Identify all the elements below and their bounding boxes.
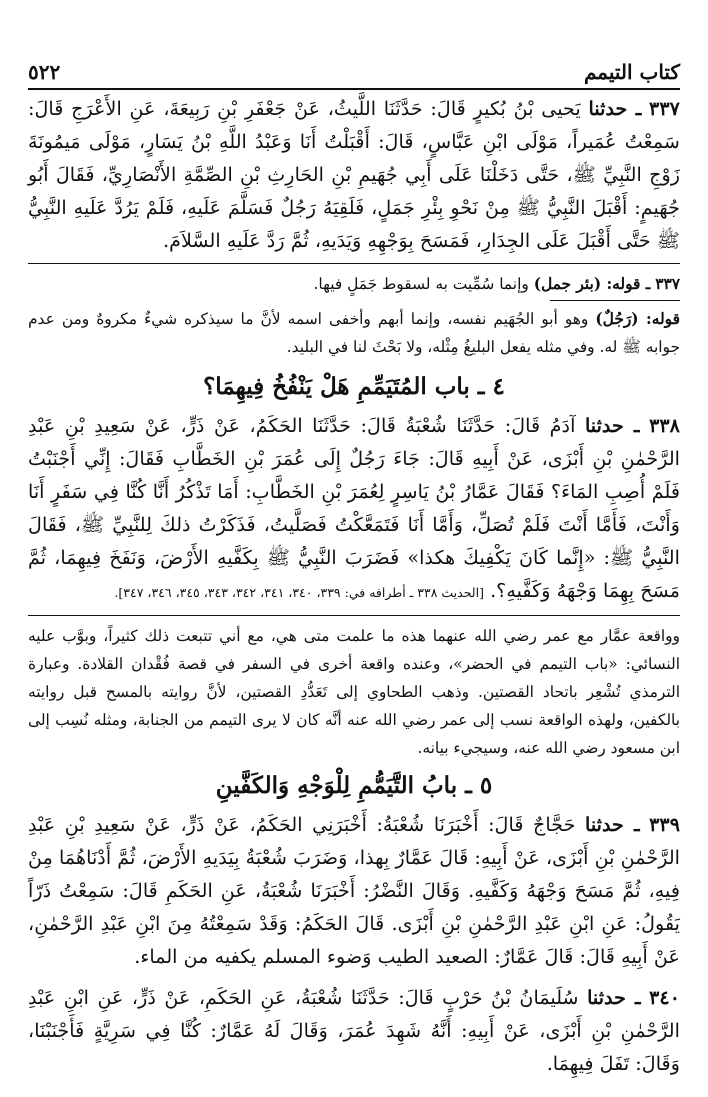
note-number: ٣٣٧ <box>655 275 680 293</box>
note-337-continued <box>28 305 680 361</box>
hadith-number: ٣٣٨ <box>649 414 680 437</box>
note-337: ٣٣٧ ـ قوله: (بئر جمل) وإنما سُمِّيت به لسقوط جَمَلٍ فيها. <box>313 275 680 293</box>
running-title: كتاب التيمم <box>583 60 680 84</box>
note-label: قوله: (بئر جمل) <box>533 275 641 293</box>
hadith-340: ٣٤٠ ـ حدثنا سُلَيمَانُ بْنُ حَرْبٍ قَالَ: حَدَّثَنَا شُعْبَةُ، عَنِ الحَكَمِ، عَنْ ذَرٍّ، عَنِ ابْنِ عَبْدِ الرَّحْمٰنِ بْنِ أَبْزَى، عَنْ أَبِيهِ: أَنَّهُ شَهِدَ عُمَرَ، وَقَالَ لَهُ عَمَّارٌ: كُنَّا فِي سَرِيَّةٍ فَأَجْنَبْنَا، وَقَالَ: تَفَلَ فِيهِمَا. <box>28 986 680 1075</box>
hadith-text: سُلَيمَانُ بْنُ حَرْبٍ قَالَ: حَدَّثَنَا شُعْبَةُ، عَنِ الحَكَمِ، عَنْ ذَرٍّ، عَنِ ابْنِ عَبْدِ الرَّحْمٰنِ بْنِ أَبْزَى، عَنْ أَبِيهِ: أَنَّهُ شَهِدَ عُمَرَ، وَقَالَ لَهُ عَمَّارٌ: كُنَّا فِي سَرِيَّةٍ فَأَجْنَبْنَا، وَقَالَ: تَفَلَ فِيهِمَا. <box>28 986 680 1075</box>
note-label-2: قوله: (رَجُلٌ) <box>595 310 680 328</box>
hadith-text: حَجَّاجٌ قَالَ: أَخْبَرَنَا شُعْبَةُ: أَخْبَرَنِي الحَكَمُ، عَنْ ذَرٍّ، عَنْ سَعِيدِ بْنِ عَبْدِ الرَّحْمٰنِ بْنِ أَبْزَى، عَنْ أَبِيهِ: قَالَ عَمَّارٌ بِهذا، وَضَرَبَ شُعْبَةُ بِيَدَيهِ الأَرْضَ، ثُمَّ أَدْنَاهُمَا مِنْ فِيهِ، ثُمَّ مَسَحَ وَجْهَهُ وَكَفَّيهِ. وَقَالَ النَّضْرُ: أَخْبَرَنَا شُعْبَةُ، عَنِ الحَكَمِ قَالَ: سَمِعْتُ ذَرّاً يَقُولُ: عَنِ ابْنِ عَبْدِ الرَّحْمٰنِ بْنِ أَبْزَى. قَالَ الحَكَمُ: وَقَدْ سَمِعْتُهُ مِنَ ابْنِ عَبْدِ الرَّحْمٰنِ، عَنْ أَبِيهِ قَالَ: قَالَ عَمَّارٌ: الصعيد الطيب وَضوء المسلم يكفيه من الماء. <box>28 813 680 968</box>
hadith-text: يَحيى بْنُ بُكيرٍ قَالَ: حَدَّثَنَا اللَّيثُ، عَنْ جَعْفَرِ بْنِ رَبِيعَةَ، عَنِ الأَعْرَجِ قَالَ: سَمِعْتُ عُمَيراً، مَوْلَى ابْنِ عَبَّاسٍ، قَالَ: أَقْبَلْتُ أَنَا وَعَبْدُ اللَّهِ بْنُ يَسَارٍ، مَوْلَى مَيمُونَةَ زَوْجِ النَّبِيِّ ﷺ، حَتَّى دَخَلْنَا عَلَى أَبِي جُهَيمِ بْنِ الحَارِثِ بْنِ الصِّمَّةِ الأَنْصَارِيِّ، فَقَالَ أَبُو جُهَيمٍ: أَقْبَلَ النَّبِيُّ ﷺ مِنْ نَحْوِ بِئْرِ جَمَلٍ، فَلَقِيَهُ رَجُلٌ فَسَلَّمَ عَلَيهِ، فَلَمْ يَرُدَّ عَلَيهِ النَّبِيُّ ﷺ حَتَّى أَقْبَلَ عَلَى الجِدَارِ، فَمَسَحَ بِوَجْهِهِ وَيَدَيهِ، ثُمَّ رَدَّ عَلَيهِ السَّلاَمَ. <box>28 97 680 252</box>
hadith-number: ٣٣٩ <box>649 813 681 836</box>
note-divider <box>550 300 680 301</box>
chain-word: حدثنا <box>584 813 624 836</box>
chain-word: حدثنا <box>584 414 624 437</box>
page-body <box>28 92 680 1080</box>
hadith-number: ٣٤٠ <box>649 986 680 1009</box>
commentary-338: وواقعة عمَّار مع عمر رضي الله عنهما هذه ما علمت متى هي، مع أني تتبعت ذلك كثيراً، وبوَّب عليه النسائي: «باب التيمم في الحضر»، وعنده واقعة أخرى في السفر في قصة فُقْدان القلادة. وعبارة الترمذي تُشْعِر باتحاد القصتين. وذهب الطحاوي إلى تَعَدُّدِ القصتين، لأنَّ روايته بالمسح قبل روايته بالكفين، ولهذه الواقعة نسب إلى عمر رضي الله عنه أنَّه كان لا يرى التيمم من الجنابة، ومثله نُسِب إلى ابن مسعود رضي الله عنه، وسيجيء بيانه. <box>28 627 680 757</box>
hadith-338: ٣٣٨ ـ حدثنا آدَمُ قَالَ: حَدَّثَنَا شُعْبَةُ قَالَ: حَدَّثَنَا الحَكَمُ، عَنْ ذَرٍّ، عَنْ سَعِيدِ بْنِ عَبْدِ الرَّحْمٰنِ بْنِ أَبْزَى، عَنْ أَبِيهِ قَالَ: جَاءَ رَجُلٌ إِلَى عُمَرَ بْنِ الخَطَّابِ فَقَالَ: إِنِّي أَجْنَبْتُ فَلَمْ أُصِبِ المَاءَ؟ فَقَالَ عَمَّارُ بْنُ يَاسِرٍ لِعُمَرَ بْنِ الخَطَّابِ: أَمَا تَذْكُرُ أَنَّا كُنَّا فِي سَفَرٍ أَنَا وَأَنْتَ، فَأَمَّا أَنْتَ فَلَمْ تُصَلِّ، وَأَمَّا أَنَا فَتَمَعَّكْتُ فَصَلَّيتُ، فَذَكَرْتُ ذلكَ لِلنَّبِيِّ ﷺ، فَقَالَ النَّبِيُّ ﷺ: «إِنَّما كَانَ يَكْفِيكَ هكذا» فَضَرَبَ النَّبِيُّ ﷺ بِكَفَّيهِ الأَرْضَ، وَنَفَخَ فِيهِمَا، ثُمَّ مَسَحَ بِهِمَا وَجْهَهُ وَكَفَّيهِ؟. [الحديث ٣٣٨ ـ أطرافه في: ٣٣٩، ٣٤٠، ٣٤١، ٣٤٢، ٣٤٣، ٣٤٥، ٣٤٦، ٣٤٧]. <box>28 414 680 602</box>
page-number: ٥٢٢ <box>28 60 61 84</box>
note-text-2: وهو أبو الجُهَيم نفسه، وإنما أبهم وأخفى اسمه لأنَّ ما سيذكره شيءٌ مكروهٌ ومن عدم جوابه ﷺ له. وفي مثله يفعل البليغُ مِثْله، ولا بَحْثَ لنا في البليد. <box>28 310 680 356</box>
page-header <box>28 50 680 90</box>
chain-word: حدثنا <box>588 97 628 120</box>
hadith-337: ٣٣٧ ـ حدثنا يَحيى بْنُ بُكيرٍ قَالَ: حَدَّثَنَا اللَّيثُ، عَنْ جَعْفَرِ بْنِ رَبِيعَةَ، عَنِ الأَعْرَجِ قَالَ: سَمِعْتُ عُمَيراً، مَوْلَى ابْنِ عَبَّاسٍ، قَالَ: أَقْبَلْتُ أَنَا وَعَبْدُ اللَّهِ بْنُ يَسَارٍ، مَوْلَى مَيمُونَةَ زَوْجِ النَّبِيِّ ﷺ، حَتَّى دَخَلْنَا عَلَى أَبِي جُهَيمِ بْنِ الحَارِثِ بْنِ الصِّمَّةِ الأَنْصَارِيِّ، فَقَالَ أَبُو جُهَيمٍ: أَقْبَلَ النَّبِيُّ ﷺ مِنْ نَحْوِ بِئْرِ جَمَلٍ، فَلَقِيَهُ رَجُلٌ فَسَلَّمَ عَلَيهِ، فَلَمْ يَرُدَّ عَلَيهِ النَّبِيُّ ﷺ حَتَّى أَقْبَلَ عَلَى الجِدَارِ، فَمَسَحَ بِوَجْهِهِ وَيَدَيهِ، ثُمَّ رَدَّ عَلَيهِ السَّلاَمَ. <box>28 97 680 252</box>
chapter-heading-4: ٤ ـ باب المُتَيَمِّمِ هَلْ يَنْفُخُ فِيهِمَا؟ <box>203 373 505 400</box>
hadith-number: ٣٣٧ <box>649 97 680 120</box>
hadith-339: ٣٣٩ ـ حدثنا حَجَّاجٌ قَالَ: أَخْبَرَنَا شُعْبَةُ: أَخْبَرَنِي الحَكَمُ، عَنْ ذَرٍّ، عَنْ سَعِيدِ بْنِ عَبْدِ الرَّحْمٰنِ بْنِ أَبْزَى، عَنْ أَبِيهِ: قَالَ عَمَّارٌ بِهذا، وَضَرَبَ شُعْبَةُ بِيَدَيهِ الأَرْضَ، ثُمَّ أَدْنَاهُمَا مِنْ فِيهِ، ثُمَّ مَسَحَ وَجْهَهُ وَكَفَّيهِ. وَقَالَ النَّضْرُ: أَخْبَرَنَا شُعْبَةُ، عَنِ الحَكَمِ قَالَ: سَمِعْتُ ذَرّاً يَقُولُ: عَنِ ابْنِ عَبْدِ الرَّحْمٰنِ بْنِ أَبْزَى. قَالَ الحَكَمُ: وَقَدْ سَمِعْتُهُ مِنَ ابْنِ عَبْدِ الرَّحْمٰنِ، عَنْ أَبِيهِ قَالَ: قَالَ عَمَّارٌ: الصعيد الطيب وَضوء المسلم يكفيه من الماء. <box>28 813 681 968</box>
chapter-heading-5: ٥ ـ بابُ التَّيَمُّمِ لِلْوَجْهِ وَالكَفَّينِ <box>215 772 493 799</box>
note-text: وإنما سُمِّيت به لسقوط جَمَلٍ فيها. <box>313 275 529 293</box>
hadith-text: آدَمُ قَالَ: حَدَّثَنَا شُعْبَةُ قَالَ: حَدَّثَنَا الحَكَمُ، عَنْ ذَرٍّ، عَنْ سَعِيدِ بْنِ عَبْدِ الرَّحْمٰنِ بْنِ أَبْزَى، عَنْ أَبِيهِ قَالَ: جَاءَ رَجُلٌ إِلَى عُمَرَ بْنِ الخَطَّابِ فَقَالَ: إِنِّي أَجْنَبْتُ فَلَمْ أُصِبِ المَاءَ؟ فَقَالَ عَمَّارُ بْنُ يَاسِرٍ لِعُمَرَ بْنِ الخَطَّابِ: أَمَا تَذْكُرُ أَنَّا كُنَّا فِي سَفَرٍ أَنَا وَأَنْتَ، فَأَمَّا أَنْتَ فَلَمْ تُصَلِّ، وَأَمَّا أَنَا فَتَمَعَّكْتُ فَصَلَّيتُ، فَذَكَرْتُ ذلكَ لِلنَّبِيِّ ﷺ، فَقَالَ النَّبِيُّ ﷺ: «إِنَّما كَانَ يَكْفِيكَ هكذا» فَضَرَبَ النَّبِيُّ ﷺ بِكَفَّيهِ الأَرْضَ، وَنَفَخَ فِيهِمَا، ثُمَّ مَسَحَ بِهِمَا وَجْهَهُ وَكَفَّيهِ؟. <box>28 414 680 602</box>
section-divider <box>28 615 680 616</box>
hadith-cross-reference: [الحديث ٣٣٨ ـ أطرافه في: ٣٣٩، ٣٤٠، ٣٤١، ٣٤٢، ٣٤٣، ٣٤٥، ٣٤٦، ٣٤٧]. <box>114 585 484 600</box>
chain-word: حدثنا <box>587 986 626 1009</box>
section-divider <box>28 263 680 264</box>
